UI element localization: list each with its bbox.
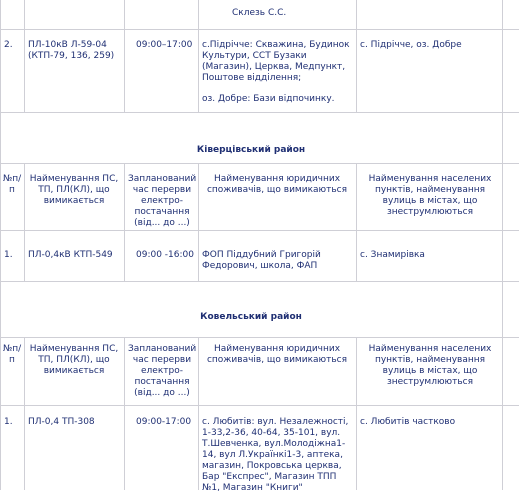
column-divider — [356, 163, 357, 281]
header-settlements: Найменування населених пунктів, найменування вулиць в містах, що знеструмлюються — [368, 174, 492, 217]
row-divider — [0, 112, 519, 113]
outage-time: 09:00 -16:00 — [136, 250, 194, 260]
settlements: с. Підрічче, оз. Добре — [360, 40, 462, 50]
row-divider — [0, 29, 519, 30]
column-divider — [502, 163, 503, 281]
row-number: 1. — [4, 417, 13, 427]
row-divider — [0, 405, 519, 406]
consumers-extra: оз. Добре: Бази відпочинку. — [202, 94, 335, 104]
column-divider — [124, 163, 125, 281]
row-divider — [0, 337, 519, 338]
header-settlements: Найменування населених пунктів, найменування вулиць в містах, що знеструмлюються — [368, 344, 492, 387]
header-consumers: Найменування юридичних споживачів, що вимикаються — [206, 344, 348, 365]
partial-row-text: Склезь С.С. — [232, 8, 287, 18]
row-divider — [0, 230, 519, 231]
column-divider — [0, 281, 1, 337]
column-divider — [24, 337, 25, 490]
column-divider — [502, 112, 503, 163]
column-divider — [0, 337, 1, 490]
column-divider — [198, 0, 199, 112]
line-name: ПЛ-10кВ Л-59-04 (КТП-79, 136, 259) — [28, 40, 115, 61]
column-divider — [356, 0, 357, 112]
header-num: №п/п — [2, 344, 22, 365]
outage-time: 09:00–17:00 — [136, 40, 193, 50]
column-divider — [124, 337, 125, 490]
line-name: ПЛ-0,4 ТП-308 — [28, 417, 95, 427]
consumers: ФОП Піддубний Григорій Федорович, школа, ФАП — [202, 250, 321, 271]
column-divider — [0, 163, 1, 281]
row-divider — [0, 281, 519, 282]
column-divider — [24, 163, 25, 281]
header-time: Запланований час перерви електро-постачання (від... до ...) — [128, 344, 197, 398]
section-title: Ковельський район — [200, 312, 302, 322]
header-consumers: Найменування юридичних споживачів, що вимикаються — [206, 174, 348, 195]
header-line: Найменування ПС, ТП, ПЛ(КЛ), що вимикається — [29, 344, 119, 376]
line-name: ПЛ-0,4кВ КТП-549 — [28, 250, 113, 260]
section-title: Ківерцівський район — [196, 145, 306, 155]
column-divider — [24, 0, 25, 112]
column-divider — [502, 281, 503, 337]
settlements: с. Знамирівка — [360, 250, 425, 260]
row-number: 1. — [4, 250, 13, 260]
settlements: с. Любитів частково — [360, 417, 456, 427]
consumers: с.Підрічче: Скважина, Будинок Культури, ССТ Бузаки (Магазин), Церква, Медпункт, Поштове відділення; — [202, 40, 350, 83]
outage-time: 09:00-17:00 — [136, 417, 192, 427]
header-line: Найменування ПС, ТП, ПЛ(КЛ), що вимикається — [29, 174, 119, 206]
header-time: Запланований час перерви електро-постачання (від... до ...) — [128, 174, 197, 228]
column-divider — [356, 337, 357, 490]
column-divider — [198, 337, 199, 490]
column-divider — [198, 163, 199, 281]
column-divider — [502, 0, 503, 112]
column-divider — [124, 0, 125, 112]
row-divider — [0, 163, 519, 164]
column-divider — [502, 337, 503, 490]
header-num: №п/п — [2, 174, 22, 195]
row-number: 2. — [4, 40, 13, 50]
column-divider — [0, 0, 1, 112]
consumers: с. Любитів: вул. Незалежності, 1-33,2-36, 40-64, 35-101, вул. Т.Шевченка, вул.Молодіжна1-14, вул Л.Українкі1-3, аптека, магазин, Покровська церква, Бар "Експрес", Магазин ТПП №1, Магазин "Книги" — [202, 417, 349, 493]
